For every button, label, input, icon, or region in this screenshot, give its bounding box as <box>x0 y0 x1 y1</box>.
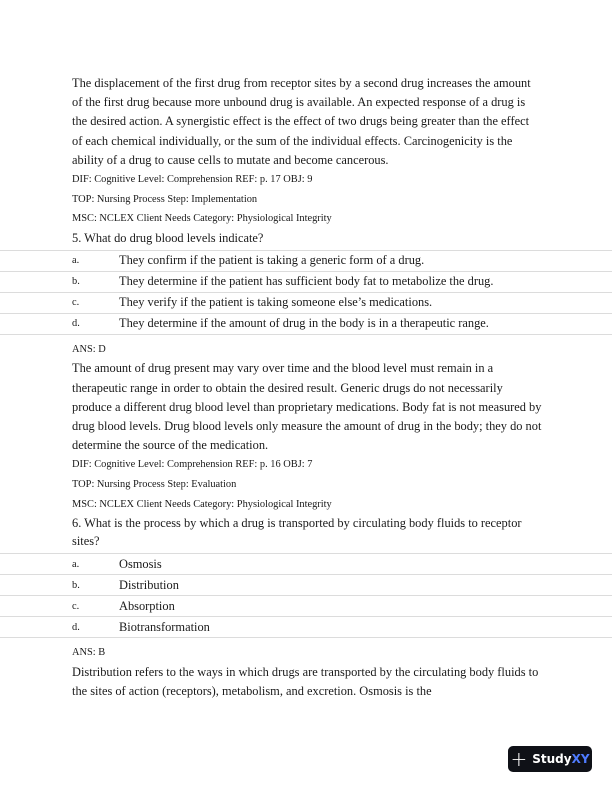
answer-5: ANS: D <box>72 343 106 355</box>
option-letter: a. <box>72 255 80 267</box>
option-text: They confirm if the patient is taking a generic form of a drug. <box>119 253 425 268</box>
studyxy-badge[interactable] <box>508 746 592 772</box>
option-letter: b. <box>72 579 80 591</box>
option-row <box>0 272 612 293</box>
msc-line: MSC: NCLEX Client Needs Category: Physiological Integrity <box>72 498 332 510</box>
option-row <box>0 250 612 272</box>
question-5: 5. What do drug blood levels indicate? <box>72 230 264 245</box>
option-letter: d. <box>72 621 80 633</box>
dif-line: DIF: Cognitive Level: Comprehension REF: p. 16 OBJ: 7 <box>72 459 313 471</box>
option-letter: d. <box>72 318 80 330</box>
option-text: Distribution <box>119 577 179 592</box>
question-6: 6. What is the process by which a drug is transported by circulating body fluids to receptor sites? <box>72 516 522 549</box>
option-row <box>0 314 612 335</box>
question-5-options <box>0 250 612 335</box>
dif-line: DIF: Cognitive Level: Comprehension REF: p. 17 OBJ: 9 <box>72 174 313 186</box>
option-text: They verify if the patient is taking someone else’s medications. <box>119 295 433 310</box>
option-letter: b. <box>72 276 80 288</box>
option-text: Biotransformation <box>119 619 210 634</box>
intro-paragraph: The displacement of the first drug from receptor sites by a second drug increases the amount of the first drug because more unbound drug is available. An expected response of a drug is the desired action. A synergistic effect is the effect of two drugs being greater than the effect of each chemical individually, or the sum of the individual effects. Carcinogenicity is the ability of a drug to cause cells to mutate and become cancerous. <box>72 76 531 167</box>
option-text: They determine if the patient has sufficient body fat to metabolize the drug. <box>119 274 494 289</box>
option-row <box>0 596 612 617</box>
plus-icon: + <box>510 747 528 771</box>
option-text: Absorption <box>119 598 175 613</box>
question-6-options <box>0 553 612 638</box>
top-line: TOP: Nursing Process Step: Evaluation <box>72 479 237 490</box>
option-row <box>0 553 612 575</box>
option-row <box>0 575 612 596</box>
option-text: They determine if the amount of drug in the body is in a therapeutic range. <box>119 316 489 331</box>
document-page <box>72 74 542 701</box>
rationale-5: The amount of drug present may vary over time and the blood level must remain in a therapeutic range in order to obtain the desired result. Generic drugs do not necessarily produce a different drug blood level than proprietary medications. Body fat is not measured by drug blood levels. Drug blood levels only measure the amount of drug in the body; they do not determine the source of the medication. <box>72 361 542 453</box>
rationale-6: Distribution refers to the ways in which drugs are transported by the circulating body fluids to the sites of action (receptors), metabolism, and excretion. Osmosis is the <box>72 664 539 698</box>
answer-6: ANS: B <box>72 647 106 659</box>
option-row <box>0 293 612 314</box>
option-letter: c. <box>72 297 80 309</box>
top-line: TOP: Nursing Process Step: Implementation <box>72 193 258 205</box>
option-letter: a. <box>72 558 80 570</box>
studyxy-logo: StudyXY <box>532 752 590 766</box>
option-text: Osmosis <box>119 556 162 571</box>
msc-line: MSC: NCLEX Client Needs Category: Physiological Integrity <box>72 213 332 225</box>
option-row <box>0 617 612 638</box>
option-letter: c. <box>72 600 80 612</box>
